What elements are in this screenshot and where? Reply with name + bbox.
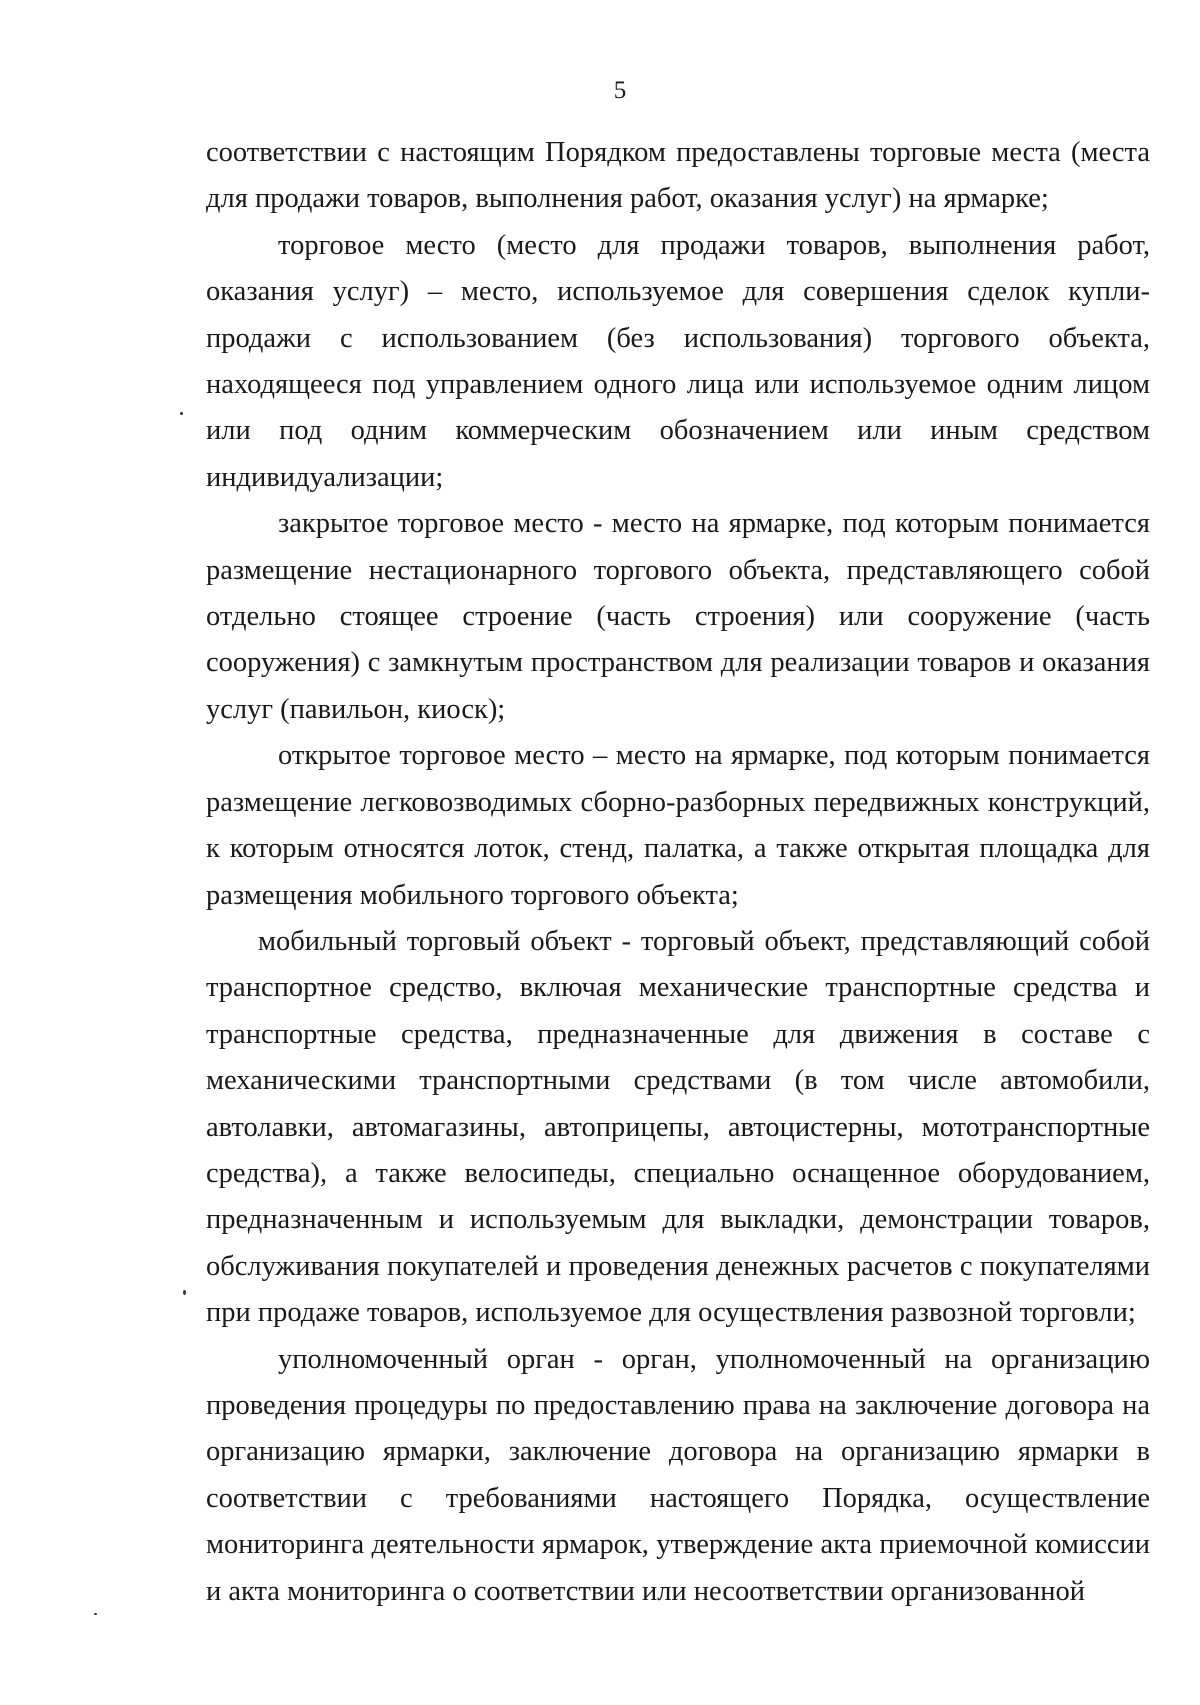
- scan-speck: [180, 412, 183, 415]
- scan-speck: [183, 1290, 186, 1295]
- paragraph-authorized-body-definition: уполномоченный орган - орган, уполномоченный на организацию проведения процедуры по предоставлению права на заключение договора на организацию ярмарки, заключение договора на организацию ярмарки в соответствии с требованиями настоящего Порядка, осуществление мониторинга деятельности ярмарок, утверждение акта приемочной комиссии и акта мониторинга о соответствии или несоответствии организованной: [206, 1343, 1150, 1607]
- document-body: [206, 130, 1150, 1615]
- paragraph-mobile-trade-object-definition: мобильный торговый объект - торговый объект, представляющий собой транспортное средство, включая механические транспортные средства и транспортные средства, предназначенные для движения в составе с механическими транспортными средствами (в том числе автомобили, автолавки, автомагазины, автоприцепы, автоцистерны, мототранспортные средства), а также велосипеды, специально оснащенное оборудованием, предназначенным и используемым для выкладки, демонстрации товаров, обслуживания покупателей и проведения денежных расчетов с покупателями при продаже товаров, используемое для осуществления развозной торговли;: [206, 925, 1150, 1329]
- paragraph-trade-place-definition: торговое место (место для продажи товаров, выполнения работ, оказания услуг) – место, используемое для совершения сделок купли-продажи с использованием (без использования) торгового объекта, находящееся под управлением одного лица или используемое одним лицом или под одним коммерческим обозначением или иным средством индивидуализации;: [206, 229, 1150, 493]
- paragraph-closed-trade-place-definition: закрытое торговое место - место на ярмарке, под которым понимается размещение нестационарного торгового объекта, представляющего собой отдельно стоящее строение (часть строения) или сооружение (часть сооружения) с замкнутым пространством для реализации товаров и оказания услуг (павильон, киоск);: [206, 508, 1150, 725]
- paragraph-open-trade-place-definition: открытое торговое место – место на ярмарке, под которым понимается размещение легковозводимых сборно-разборных передвижных конструкций, к которым относятся лоток, стенд, палатка, а также открытая площадка для размещения мобильного торгового объекта;: [206, 740, 1150, 911]
- scan-speck: [94, 1613, 97, 1615]
- paragraph-continuation: соответствии с настоящим Порядком предоставлены торговые места (места для продажи товаров, выполнения работ, оказания услуг) на ярмарке;: [206, 137, 1150, 215]
- page-number: 5: [613, 77, 627, 104]
